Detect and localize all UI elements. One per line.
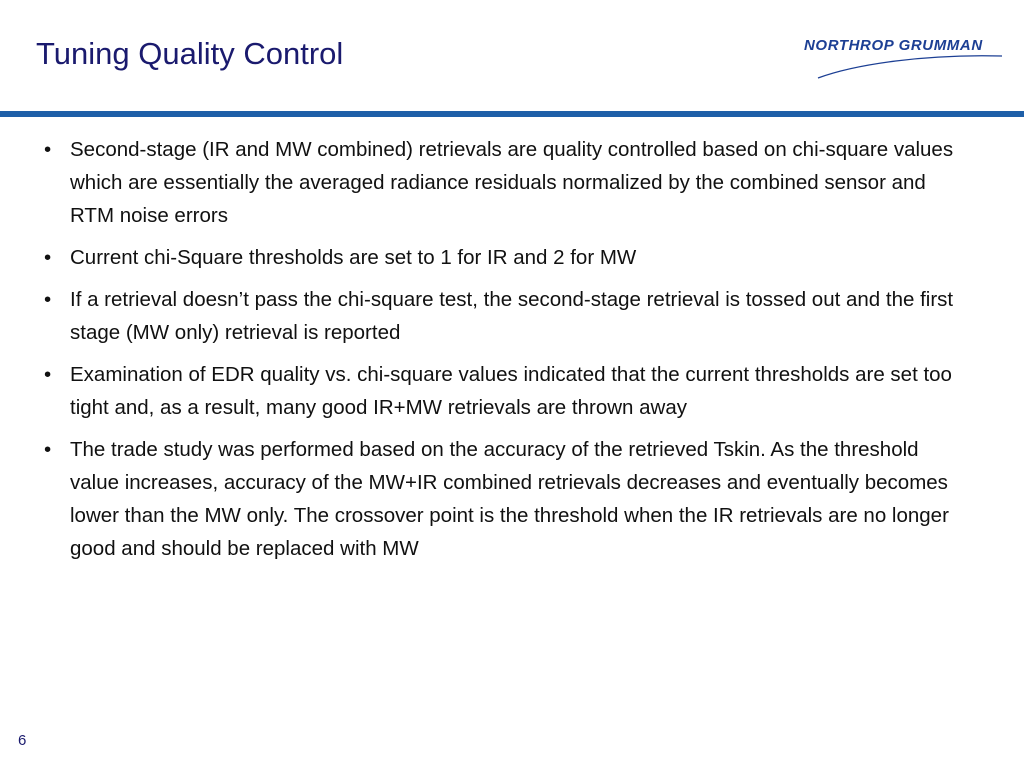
bullet-marker: • bbox=[44, 246, 52, 269]
bullet-text: The trade study was performed based on the accuracy of the retrieved Tskin. As the threshold value increases, accuracy of the MW+IR combined retrievals decreases and eventually becomes lower than the MW only. The crossover point is the threshold when the IR retrievals are no longer good and should be replaced with MW bbox=[70, 438, 949, 560]
bullet-text: Second-stage (IR and MW combined) retrievals are quality controlled based on chi-square values which are essentially the averaged radiance residuals normalized by the combined sensor and RTM noise errors bbox=[70, 138, 954, 227]
bullet-marker: • bbox=[44, 438, 52, 461]
page-number: 6 bbox=[18, 732, 27, 749]
bullet-marker: • bbox=[44, 288, 52, 311]
bullet-item bbox=[42, 283, 962, 349]
logo-wordmark: NORTHROP GRUMMAN bbox=[804, 37, 983, 54]
bullet-text: If a retrieval doesn’t pass the chi-square test, the second-stage retrieval is tossed out and the first stage (MW only) retrieval is reported bbox=[70, 288, 954, 344]
northrop-grumman-logo bbox=[796, 34, 1004, 82]
bullet-list bbox=[42, 133, 962, 574]
slide-title: Tuning Quality Control bbox=[36, 36, 344, 71]
bullet-item bbox=[42, 433, 962, 565]
bullet-text: Current chi-Square thresholds are set to 1 for IR and 2 for MW bbox=[70, 246, 637, 269]
bullet-marker: • bbox=[44, 363, 52, 386]
bullet-marker: • bbox=[44, 138, 52, 161]
bullet-item bbox=[42, 241, 962, 274]
bullet-text: Examination of EDR quality vs. chi-square values indicated that the current thresholds are set too tight and, as a result, many good IR+MW retrievals are thrown away bbox=[70, 363, 952, 419]
bullet-item bbox=[42, 358, 962, 424]
header-divider bbox=[0, 111, 1024, 117]
bullet-item bbox=[42, 133, 962, 232]
